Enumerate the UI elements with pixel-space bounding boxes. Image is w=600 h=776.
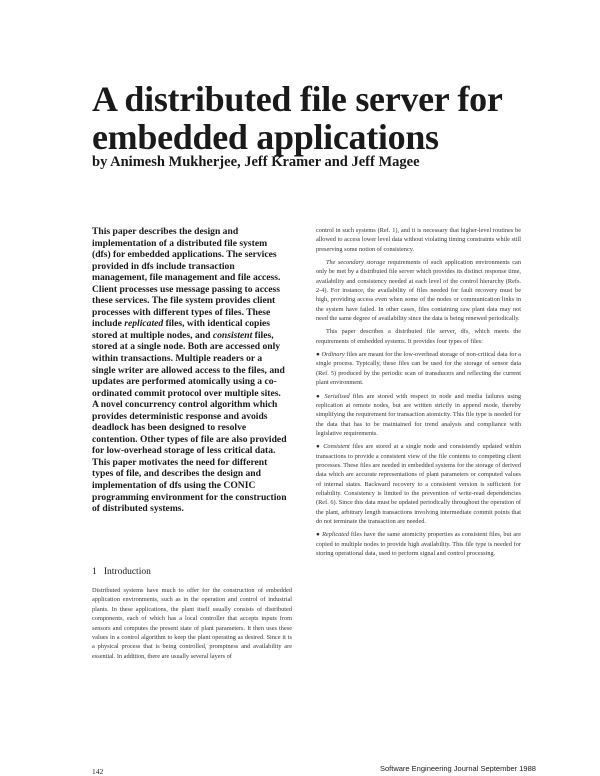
- bullet-consistent-term: Consistent: [323, 443, 350, 451]
- abstract-text-2: files, with identical copies stored at multiple nodes, and: [92, 318, 271, 341]
- bullet-ordinary-text: files are meant for the low-overhead storage of non-critical data for a single process. Typically, these files can be used for the storage of sensor data (Ref. 5) produced by the periodic scan of transducers and reflecting the current plant environment.: [316, 351, 521, 387]
- bullet-icon: ●: [316, 531, 323, 539]
- section-number: 1: [92, 567, 97, 577]
- bullet-serialised: [316, 392, 521, 439]
- bullet-icon: ●: [316, 392, 325, 400]
- section-title: Introduction: [103, 567, 151, 577]
- bullet-icon: ●: [316, 443, 324, 451]
- bullet-ordinary-term: Ordinary: [321, 351, 345, 359]
- abstract-text-3: files, stored at a single node. Both are accessed only within transactions. Multiple readers or a single writer are allowed access to the files, and updates are performed atomically using a co-ordinated commit protocol over multiple sites. A novel concurrency control algorithm which provides deterministic response and avoids deadlock has been designed to resolve contention. Other types of file are also provided for low-overhead storage of less critical data. This paper motivates the need for different types of file, and describes the design and implementation of dfs using the CONIC programming environment for the construction of distributed systems.: [92, 329, 287, 515]
- section-heading: [92, 567, 151, 577]
- bullet-ordinary: [316, 350, 521, 387]
- bullet-serialised-text: files are stored with respect to node and media failures using replication at remote nodes, but are written strictly in append mode, thereby simplifying the requirement for transaction atomicity. This file type is needed for the data that has to be maintained for trend analysis and compliance with legislative requirements.: [316, 392, 521, 437]
- journal-footer: Software Engineering Journal September 1988: [380, 764, 536, 773]
- bullet-replicated: [316, 530, 521, 558]
- abstract-text-1: This paper describes the design and implementation of a distributed file system (dfs) for embedded applications. The services provided in dfs include transaction management, file management and file access. Client processes use message passing to access these services. The file system provides client processes with different types of files. These include: [92, 226, 281, 330]
- right-paragraph-3: This paper describes a distributed file server, dfs, which meets the requirements of embedded systems. It provides four types of files:: [316, 328, 521, 345]
- author-line: by Animesh Mukherjee, Jeff Kramer and Jeff Magee: [92, 154, 420, 170]
- page-number: 142: [92, 767, 104, 776]
- bullet-consistent-text: files are stored at a single node and consistently updated within transactions to provide a consistent view of the file contents to competing client processes. These files are needed in embedded systems for the storage of derived data which are accurate representations of plant parameters or computed values of internal states. Backward recovery to a consistent version is sufficient for reliability. Consistency is limited to the prevention of write-read dependencies (Ref. 6). Since this data must be updated periodically throughout the operation of the plant, arbitrary length transactions involving intermediate commit points that do not terminate the transaction are needed.: [316, 443, 521, 525]
- right-column: [316, 226, 521, 562]
- intro-paragraph: Distributed systems have much to offer for the construction of embedded application environments, such as in the operation and control of industrial plants. In these applications, the plant itself usually consists of distributed components, each of which has a local controller that accepts inputs from sensors and computes the present state of plant parameters. It then uses these values in a control algorithm to keep the plant operating as desired. Since it is a physical process that is being controlled, promptness and availability are essential. In addition, there are usually several layers of: [92, 587, 292, 660]
- bullet-consistent: [316, 442, 521, 526]
- bullet-icon: ●: [316, 351, 322, 359]
- bullet-replicated-term: Replicated: [322, 531, 350, 539]
- abstract-emphasis-consistent: consistent: [212, 329, 253, 341]
- right-paragraph-1: control in such systems (Ref. 1), and it is necessary that higher-level routines be allowed to access lower level data without violating timing constraints while still preserving some notion of consistency.: [316, 227, 521, 253]
- right-paragraph-2-text: requirements of such application environments can only be met by a distributed file server which provides its distinct response time, availability and consistency needed at each level of the control hierarchy (Refs. 2-4). For instance, the availability of files needed for fault recovery must be high, providing access even when some of the nodes or communication links in the system have failed. In other cases, files containing raw plant data may not need the same degree of availability since the data is being renewed periodically.: [316, 259, 521, 323]
- bullet-serialised-term: Serialised: [324, 392, 350, 400]
- right-paragraph-2-emphasis: The secondary storage: [326, 259, 386, 267]
- right-paragraph-2: [316, 258, 521, 323]
- abstract-emphasis-replicated: replicated: [124, 318, 164, 330]
- paper-title: A distributed file server for embedded applications: [92, 79, 502, 157]
- abstract: [92, 226, 288, 515]
- bullet-replicated-text: files have the same atomicity properties as consistent files, but are copied to multiple nodes to provide high availability. This file type is needed for storing operational data, used to perform signal and control processing.: [316, 531, 521, 557]
